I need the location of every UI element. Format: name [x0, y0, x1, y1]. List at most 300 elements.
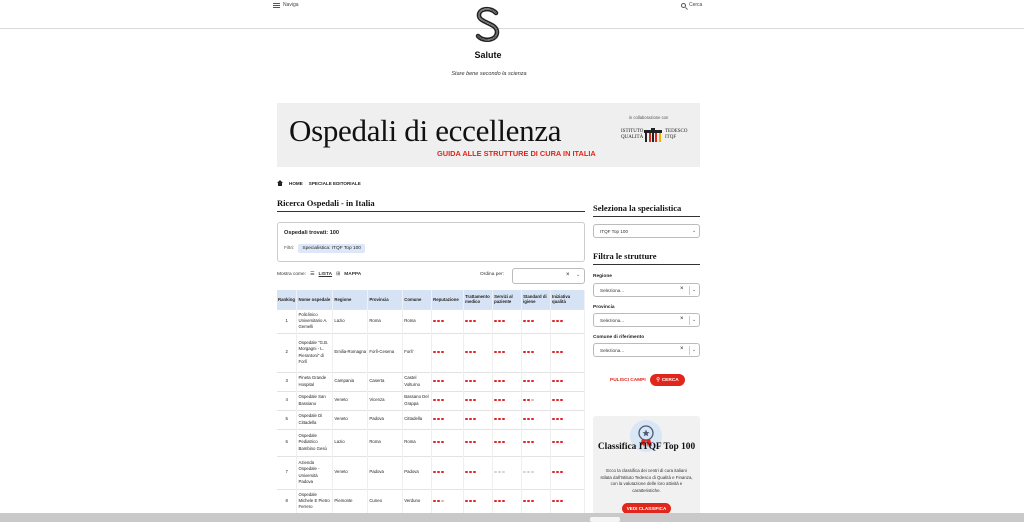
score-dot: [527, 500, 530, 502]
region-label: Regione: [593, 274, 612, 279]
cell-region: Emilia-Romagna: [333, 333, 368, 372]
search-button[interactable]: [681, 2, 702, 8]
select-separator: [689, 316, 690, 325]
score-dot: [531, 500, 534, 502]
cell-region: Veneto: [333, 456, 368, 489]
score-dot: [473, 320, 476, 322]
cell-score-initiative: [551, 309, 585, 333]
score-dot: [498, 380, 501, 382]
cell-score-hygiene: [522, 391, 551, 410]
region-placeholder: Seleziona...: [600, 288, 625, 293]
cell-score-initiative: [551, 489, 585, 513]
score-dot: [498, 441, 501, 443]
score-dot: [437, 441, 440, 443]
score-dot: [473, 500, 476, 502]
score-dot: [498, 471, 501, 473]
cell-province: Vicenza: [368, 391, 403, 410]
score-dots: [433, 351, 444, 353]
col-initiative[interactable]: Iniziativa qualità: [551, 290, 585, 309]
score-dot: [552, 500, 555, 502]
score-dot: [531, 399, 534, 401]
cell-rank: 7: [277, 456, 297, 489]
clear-fields-button[interactable]: PULISCI CAMPI: [610, 378, 646, 383]
cell-province: Cuneo: [368, 489, 403, 513]
cell-score-treatment: [464, 391, 493, 410]
table-row[interactable]: [277, 410, 585, 429]
cell-score-initiative: [551, 410, 585, 429]
score-dot: [437, 380, 440, 382]
cell-city: Bassano Del Grappa: [403, 391, 432, 410]
score-dot: [523, 471, 526, 473]
view-ranking-button[interactable]: VEDI CLASSIFICA: [622, 503, 671, 514]
score-dot: [556, 471, 559, 473]
score-dot: [523, 380, 526, 382]
cell-score-treatment: [464, 489, 493, 513]
score-dot: [437, 500, 440, 502]
score-dot: [465, 351, 468, 353]
breadcrumb-home[interactable]: HOME: [289, 180, 303, 186]
score-dot: [473, 399, 476, 401]
score-dot: [441, 380, 444, 382]
cell-score-hygiene: [522, 372, 551, 391]
score-dots: [465, 500, 476, 502]
col-region[interactable]: Regione: [333, 290, 368, 309]
score-dot: [556, 399, 559, 401]
cell-region: Lazio: [333, 429, 368, 456]
score-dot: [552, 418, 555, 420]
score-dot: [433, 399, 436, 401]
score-dot: [433, 441, 436, 443]
filter-pill[interactable]: Specialistica: ITQF Top 100: [298, 244, 365, 253]
score-dot: [433, 471, 436, 473]
score-dot: [552, 320, 555, 322]
col-name[interactable]: Nome ospedale: [297, 290, 333, 309]
cell-score-hygiene: [522, 309, 551, 333]
score-dot: [494, 441, 497, 443]
score-dots: [494, 380, 505, 382]
score-dot: [552, 351, 555, 353]
province-select[interactable]: [593, 313, 700, 327]
col-rank[interactable]: Ranking: [277, 290, 297, 309]
score-dot: [560, 351, 563, 353]
score-dot: [494, 500, 497, 502]
score-dot: [437, 351, 440, 353]
score-dot: [502, 320, 505, 322]
salute-logo[interactable]: [474, 6, 502, 44]
score-dot: [523, 320, 526, 322]
score-dots: [552, 351, 563, 353]
score-dot: [552, 380, 555, 382]
score-dot: [433, 500, 436, 502]
score-dots: [433, 500, 444, 502]
cell-score-hygiene: [522, 489, 551, 513]
cell-rank: 6: [277, 429, 297, 456]
cell-name: Policlinico Universitario A. Gemelli: [297, 309, 333, 333]
cell-region: Lazio: [333, 309, 368, 333]
title-divider: [277, 211, 585, 212]
score-dot: [437, 399, 440, 401]
results-summary: [277, 222, 585, 262]
score-dot: [441, 320, 444, 322]
chevron-down-icon[interactable]: ⌄: [576, 272, 581, 278]
view-list-button[interactable]: LISTA: [318, 271, 333, 277]
breadcrumb-section[interactable]: SPECIALE EDITORIALE: [308, 180, 361, 186]
cell-score-initiative: [551, 333, 585, 372]
score-dot: [498, 351, 501, 353]
cell-score-services: [493, 372, 522, 391]
filter-divider: [593, 264, 700, 265]
score-dots: [523, 399, 534, 401]
score-dot: [556, 500, 559, 502]
score-dots: [494, 399, 505, 401]
chevron-down-icon[interactable]: ⌄: [692, 317, 697, 323]
chevron-down-icon[interactable]: ⌄: [692, 287, 697, 293]
score-dot: [473, 351, 476, 353]
score-dot: [502, 418, 505, 420]
score-dot: [498, 500, 501, 502]
score-dot: [473, 441, 476, 443]
score-dot: [494, 380, 497, 382]
table-row[interactable]: [277, 429, 585, 456]
score-dot: [527, 471, 530, 473]
score-dot: [502, 380, 505, 382]
score-dot: [502, 351, 505, 353]
score-dot: [441, 471, 444, 473]
score-dot: [441, 500, 444, 502]
score-dot: [469, 380, 472, 382]
score-dot: [433, 351, 436, 353]
search-submit-label: CERCA: [661, 377, 679, 383]
cell-score-reputation: [432, 333, 464, 372]
province-label: Provincia: [593, 305, 615, 310]
score-dot: [469, 351, 472, 353]
chevron-down-icon[interactable]: ⌄: [692, 347, 697, 353]
scroll-thumb[interactable]: [590, 517, 620, 522]
region-select[interactable]: [593, 283, 700, 297]
score-dot: [527, 418, 530, 420]
cell-province: Padova: [368, 456, 403, 489]
cell-score-services: [493, 410, 522, 429]
score-dots: [494, 320, 505, 322]
score-dot: [441, 351, 444, 353]
cell-province: Roma: [368, 309, 403, 333]
score-dots: [465, 351, 476, 353]
clear-icon[interactable]: ×: [566, 272, 570, 278]
score-dot: [473, 380, 476, 382]
table-row[interactable]: [277, 456, 585, 489]
score-dots: [433, 441, 444, 443]
score-dots: [433, 418, 444, 420]
score-dot: [469, 471, 472, 473]
score-dot: [560, 320, 563, 322]
cell-city: Castel Volturno: [403, 372, 432, 391]
score-dot: [465, 399, 468, 401]
search-icon: [681, 3, 686, 8]
cell-city: Roma: [403, 429, 432, 456]
score-dot: [502, 399, 505, 401]
cell-name: Ospedale Michele E Pietro Ferrero: [297, 489, 333, 513]
score-dot: [437, 320, 440, 322]
brandenburg-gate-icon: [643, 128, 663, 143]
score-dot: [494, 351, 497, 353]
score-dot: [556, 380, 559, 382]
score-dot: [437, 471, 440, 473]
search-icon: ⚲: [656, 377, 660, 383]
cell-score-initiative: [551, 372, 585, 391]
cell-score-treatment: [464, 429, 493, 456]
cell-score-initiative: [551, 456, 585, 489]
itqf-logo: [621, 125, 688, 147]
menu-label: Naviga: [283, 2, 299, 8]
score-dots: [465, 320, 476, 322]
score-dot: [502, 471, 505, 473]
select-separator: [689, 286, 690, 295]
score-dot: [469, 399, 472, 401]
score-dot: [494, 320, 497, 322]
score-dot: [494, 399, 497, 401]
score-dot: [433, 320, 436, 322]
cell-name: Ospedale Pediatrico Bambino Gesù: [297, 429, 333, 456]
score-dots: [552, 320, 563, 322]
score-dots: [465, 471, 476, 473]
cell-province: Roma: [368, 429, 403, 456]
score-dot: [465, 380, 468, 382]
score-dot: [465, 418, 468, 420]
cell-score-hygiene: [522, 333, 551, 372]
score-dots: [433, 471, 444, 473]
table-row[interactable]: [277, 309, 585, 333]
cell-score-services: [493, 456, 522, 489]
city-placeholder: Seleziona...: [600, 348, 625, 353]
menu-button[interactable]: [273, 2, 299, 8]
banner-collab: in collaborazione con: [629, 115, 669, 120]
cell-name: Ospedale San Bassiano: [297, 391, 333, 410]
score-dot: [473, 418, 476, 420]
score-dot: [523, 441, 526, 443]
score-dots: [523, 418, 534, 420]
score-dot: [465, 471, 468, 473]
cell-province: Caserta: [368, 372, 403, 391]
score-dot: [560, 418, 563, 420]
table-row[interactable]: [277, 391, 585, 410]
score-dots: [465, 441, 476, 443]
score-dot: [527, 399, 530, 401]
score-dots: [552, 380, 563, 382]
hospitals-table: [277, 290, 585, 513]
score-dot: [469, 320, 472, 322]
cell-rank: 2: [277, 333, 297, 372]
score-dot: [498, 320, 501, 322]
cell-region: Veneto: [333, 410, 368, 429]
itqf-right-text: TEDESCO ITQF: [665, 129, 688, 140]
score-dot: [465, 500, 468, 502]
view-map-button[interactable]: MAPPA: [344, 271, 362, 277]
cell-score-hygiene: [522, 429, 551, 456]
score-dot: [531, 320, 534, 322]
score-dots: [523, 500, 534, 502]
table-row[interactable]: [277, 489, 585, 513]
score-dot: [523, 500, 526, 502]
score-dot: [531, 380, 534, 382]
table-row[interactable]: [277, 372, 585, 391]
score-dot: [502, 500, 505, 502]
score-dot: [556, 441, 559, 443]
specialty-select[interactable]: [593, 224, 700, 238]
cell-city: Roma: [403, 309, 432, 333]
score-dot: [531, 441, 534, 443]
score-dot: [560, 380, 563, 382]
clear-icon[interactable]: ×: [680, 286, 684, 292]
cell-rank: 5: [277, 410, 297, 429]
cell-rank: 8: [277, 489, 297, 513]
results-count: Ospedali trovati: 100: [284, 230, 340, 236]
score-dots: [523, 351, 534, 353]
chevron-down-icon[interactable]: ⌄: [692, 228, 697, 234]
cell-score-treatment: [464, 372, 493, 391]
home-icon[interactable]: [277, 180, 283, 186]
cell-city: Cittadella: [403, 410, 432, 429]
score-dot: [523, 418, 526, 420]
score-dots: [465, 418, 476, 420]
clear-icon[interactable]: ×: [680, 316, 684, 322]
promo-text: Ecco la classifica dei centri di cura italiani stilata dall'Istituto Tedesco di Qualità e Finanza, con la valutazione delle loro attività e caratteristiche.: [600, 468, 693, 493]
score-dots: [523, 441, 534, 443]
score-dots: [465, 380, 476, 382]
table-row[interactable]: [277, 333, 585, 372]
score-dots: [494, 351, 505, 353]
score-dot: [527, 351, 530, 353]
score-dot: [502, 441, 505, 443]
score-dot: [498, 399, 501, 401]
clear-icon[interactable]: ×: [680, 346, 684, 352]
cell-rank: 1: [277, 309, 297, 333]
cell-score-services: [493, 489, 522, 513]
cell-rank: 3: [277, 372, 297, 391]
score-dots: [433, 399, 444, 401]
city-select[interactable]: [593, 343, 700, 357]
score-dot: [531, 471, 534, 473]
score-dot: [494, 418, 497, 420]
list-icon: ☰: [310, 271, 315, 277]
score-dot: [560, 471, 563, 473]
cell-score-treatment: [464, 309, 493, 333]
cell-score-reputation: [432, 309, 464, 333]
score-dot: [473, 471, 476, 473]
order-select[interactable]: [512, 268, 585, 284]
score-dot: [523, 351, 526, 353]
cell-score-treatment: [464, 410, 493, 429]
cell-score-hygiene: [522, 456, 551, 489]
score-dot: [523, 399, 526, 401]
province-placeholder: Seleziona...: [600, 318, 625, 323]
score-dot: [556, 418, 559, 420]
top-bar: [0, 0, 1024, 29]
score-dot: [441, 441, 444, 443]
score-dots: [494, 418, 505, 420]
col-reputation[interactable]: Reputazione: [432, 290, 464, 309]
map-icon: ⊞: [336, 271, 341, 277]
score-dot: [494, 471, 497, 473]
view-switch: [277, 271, 361, 277]
cell-city: Forli': [403, 333, 432, 372]
brand-name: Salute: [474, 50, 502, 60]
score-dot: [433, 418, 436, 420]
score-dots: [523, 471, 534, 473]
score-dot: [437, 418, 440, 420]
score-dots: [552, 418, 563, 420]
score-dot: [560, 441, 563, 443]
show-as-label: Mostra come:: [277, 271, 307, 277]
score-dots: [465, 399, 476, 401]
score-dot: [531, 351, 534, 353]
score-dot: [498, 418, 501, 420]
score-dot: [552, 399, 555, 401]
score-dots: [494, 471, 505, 473]
filters-label: Filtri:: [284, 246, 295, 251]
cell-score-treatment: [464, 456, 493, 489]
col-province[interactable]: Provincia: [368, 290, 403, 309]
specialty-divider: [593, 216, 700, 217]
page-title: Ricerca Ospedali - in Italia: [277, 198, 375, 208]
cell-score-reputation: [432, 456, 464, 489]
score-dot: [552, 441, 555, 443]
col-services[interactable]: Servizi al paziente: [493, 290, 522, 309]
cell-score-services: [493, 309, 522, 333]
ranking-promo-card: [593, 416, 700, 522]
score-dots: [552, 500, 563, 502]
order-label: Ordina per:: [480, 272, 504, 277]
specialty-title: Seleziona la specialistica: [593, 203, 682, 213]
cell-score-treatment: [464, 333, 493, 372]
score-dots: [523, 380, 534, 382]
cell-score-hygiene: [522, 410, 551, 429]
cell-score-reputation: [432, 429, 464, 456]
search-submit-button[interactable]: [650, 374, 685, 386]
score-dots: [552, 399, 563, 401]
cell-name: Ospedale "G.B. Morgagni - L. Pierantoni" di Forlì: [297, 333, 333, 372]
score-dot: [560, 399, 563, 401]
cell-region: Campania: [333, 372, 368, 391]
score-dot: [469, 500, 472, 502]
col-treatment[interactable]: Trattamento medico: [464, 290, 493, 309]
banner-title: Ospedali di eccellenza: [289, 113, 562, 148]
menu-icon: [273, 3, 280, 8]
cell-region: Veneto: [333, 391, 368, 410]
score-dots: [494, 500, 505, 502]
score-dots: [433, 380, 444, 382]
browser-bottom-bar: [0, 513, 1024, 522]
filters-row: [284, 244, 365, 253]
filter-title: Filtra le strutture: [593, 251, 657, 261]
cell-score-reputation: [432, 372, 464, 391]
score-dots: [494, 441, 505, 443]
cell-region: Piemonte: [333, 489, 368, 513]
promo-title: Classifica ITQF Top 100: [597, 442, 696, 452]
col-city[interactable]: Comune: [403, 290, 432, 309]
score-dot: [469, 441, 472, 443]
cell-score-initiative: [551, 391, 585, 410]
cell-score-initiative: [551, 429, 585, 456]
cell-name: Azienda Ospedale - Università Padova: [297, 456, 333, 489]
cell-score-reputation: [432, 410, 464, 429]
col-hygiene[interactable]: Standard di igiene: [522, 290, 551, 309]
hero-banner: [277, 103, 700, 167]
cell-province: Forlì-Cesena: [368, 333, 403, 372]
tagline: Stare bene secondo la scienza: [451, 71, 527, 77]
score-dot: [556, 351, 559, 353]
cell-city: Verduno: [403, 489, 432, 513]
cell-score-services: [493, 429, 522, 456]
